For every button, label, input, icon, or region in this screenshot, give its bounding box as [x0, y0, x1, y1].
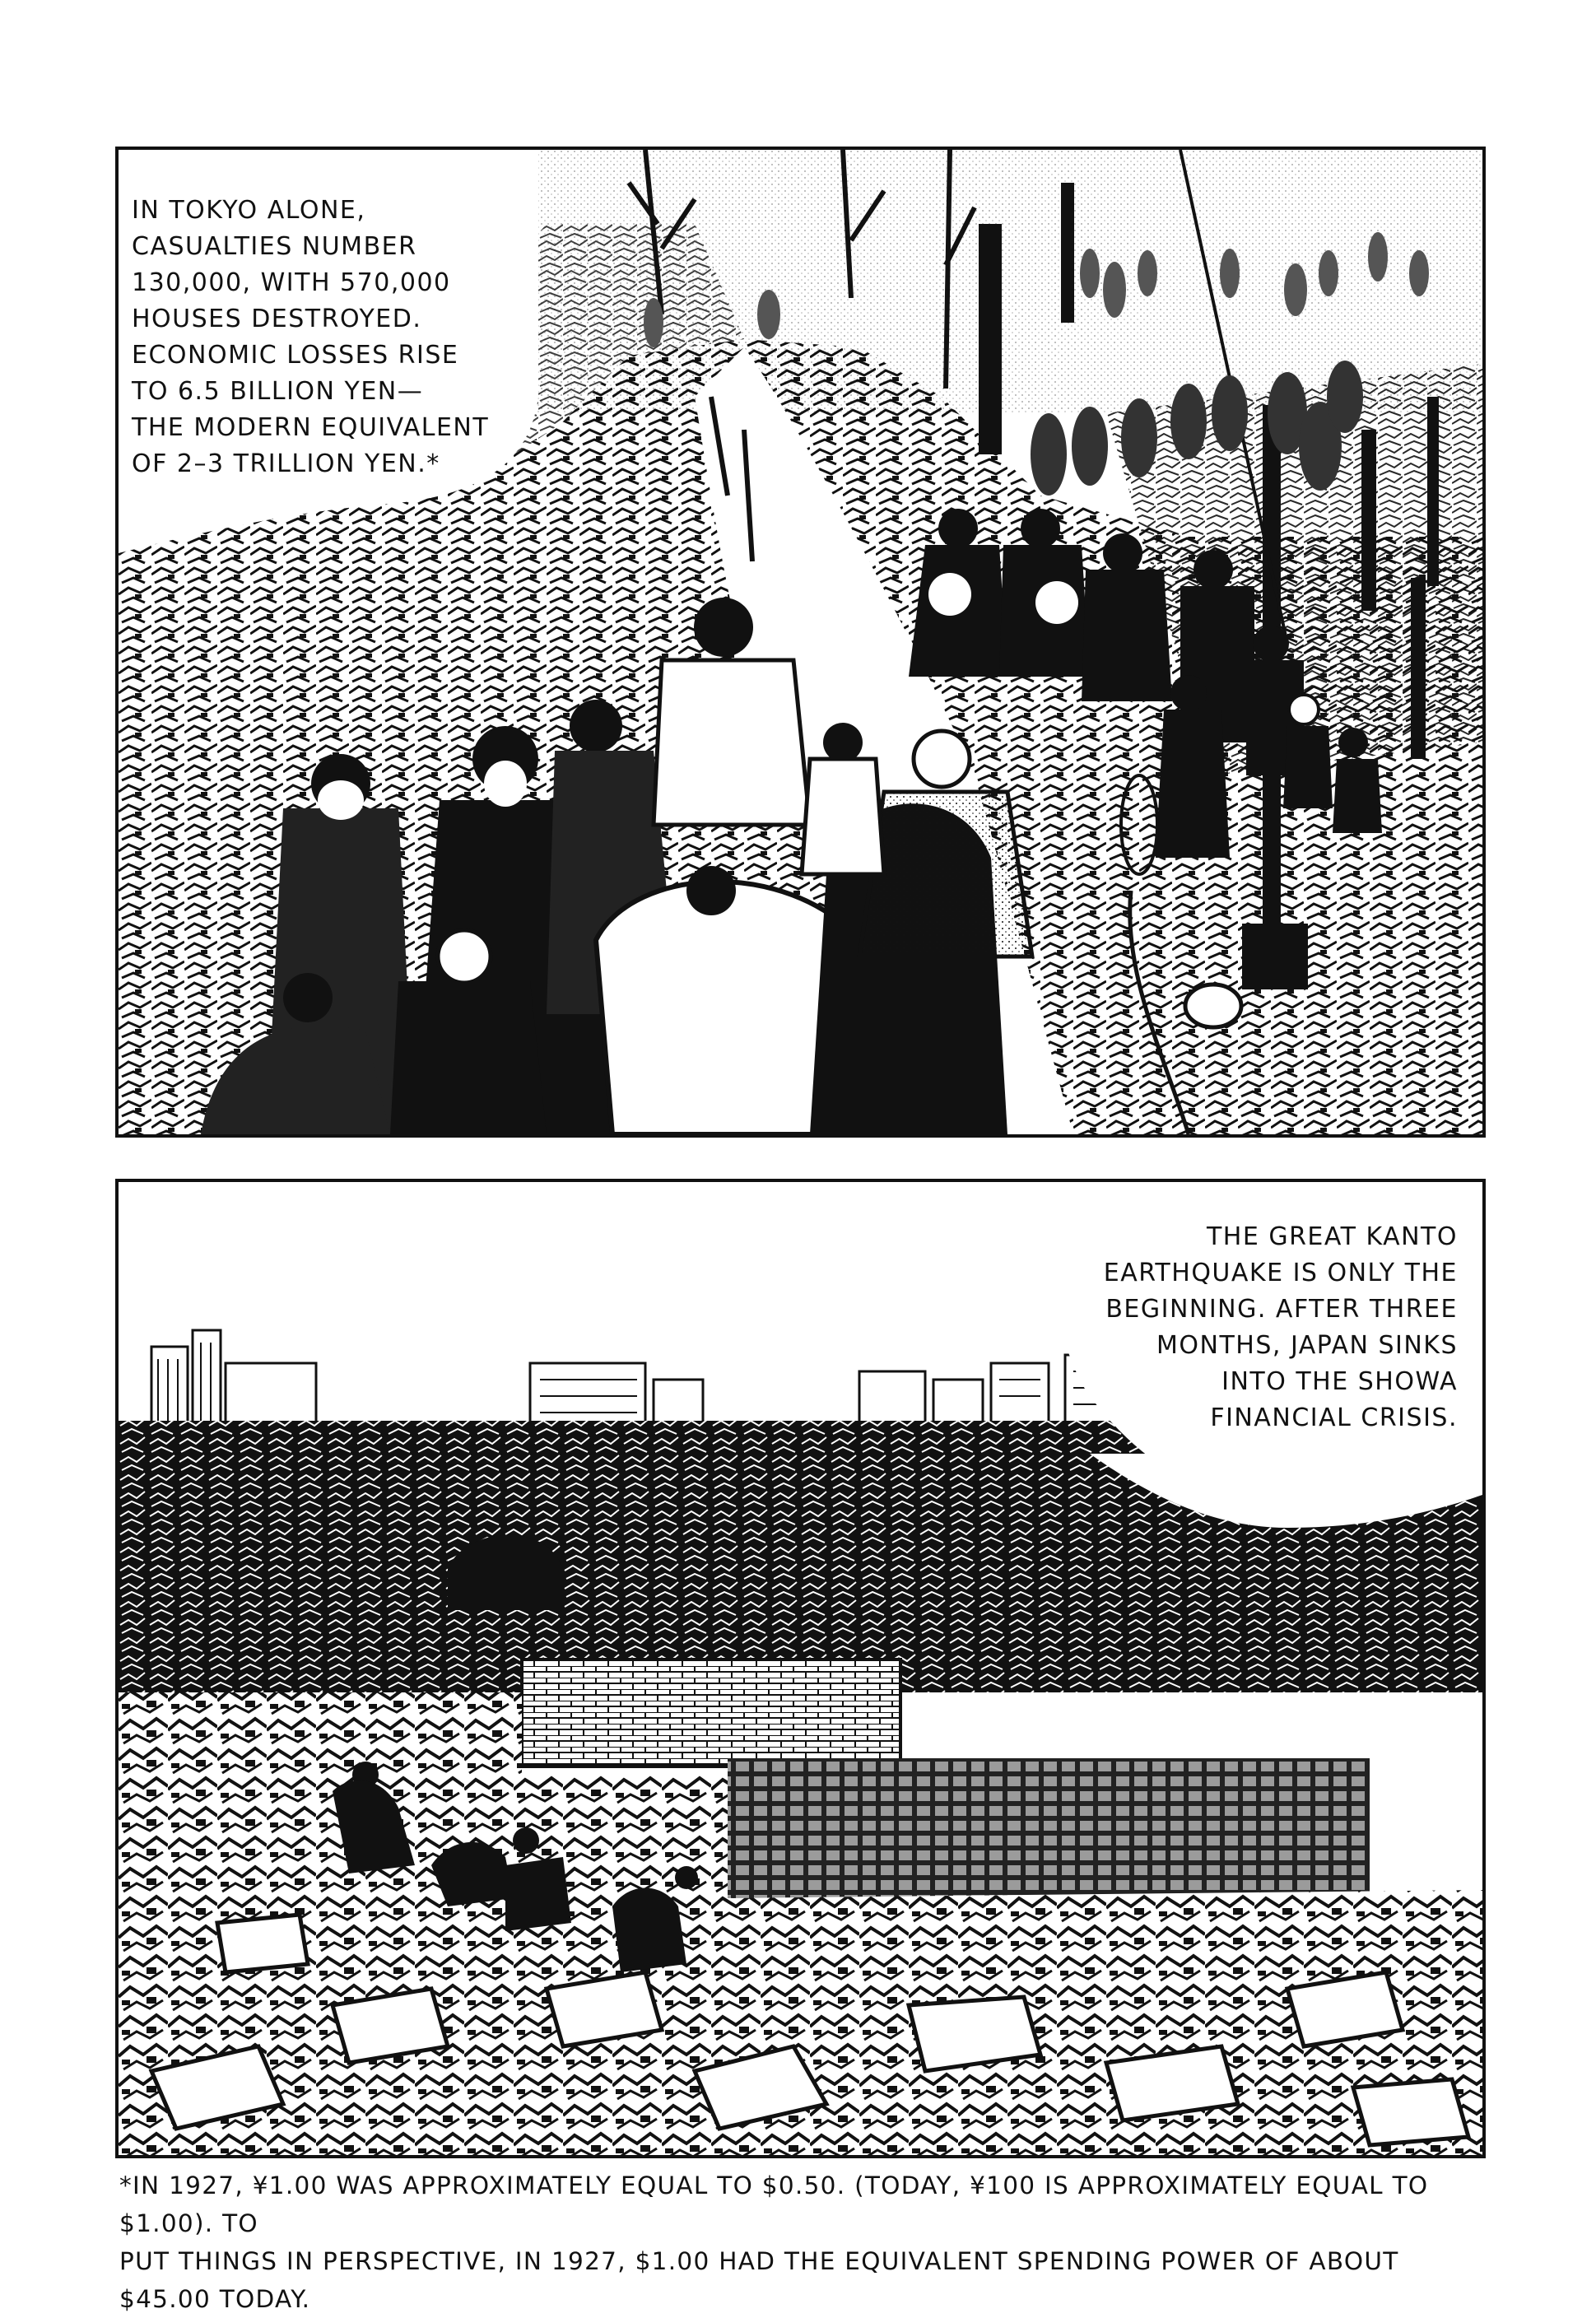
bucket: [1185, 984, 1241, 1027]
narration-caption-financial-crisis: THE GREAT KANTO EARTHQUAKE IS ONLY THE BEGINNING. AFTER THREE MONTHS, JAPAN SINKS INTO THE SHOWA FINANCIAL CRISIS.: [1103, 1222, 1458, 1432]
crest-emblem: [1035, 581, 1078, 624]
pole-base: [1242, 924, 1308, 989]
currency-footnote: *IN 1927, ¥1.00 WAS APPROXIMATELY EQUAL TO $0.50. (TODAY, ¥100 IS APPROXIMATELY EQUAL TO $1.00). TO PUT THINGS IN PERSPECTIVE, IN 1927, $1.00 HAD THE EQUIVALENT SPENDING POWER OF ABOUT $45.00 TODAY.: [119, 2171, 1429, 2313]
comic-panel-ruins: [115, 1179, 1486, 2158]
stone-wall-ruin: [728, 1758, 1370, 1898]
crest-emblem: [928, 573, 971, 616]
comic-panel-refugees: [115, 147, 1486, 1138]
brick-wall-remnant: [522, 1659, 900, 1766]
narration-caption-casualties: IN TOKYO ALONE, CASUALTIES NUMBER 130,000, WITH 570,000 HOUSES DESTROYED. ECONOMIC LOSSES RISE TO 6.5 BILLION YEN— THE MODERN EQUIVALENT OF 2–3 TRILLION YEN.*: [132, 196, 490, 478]
